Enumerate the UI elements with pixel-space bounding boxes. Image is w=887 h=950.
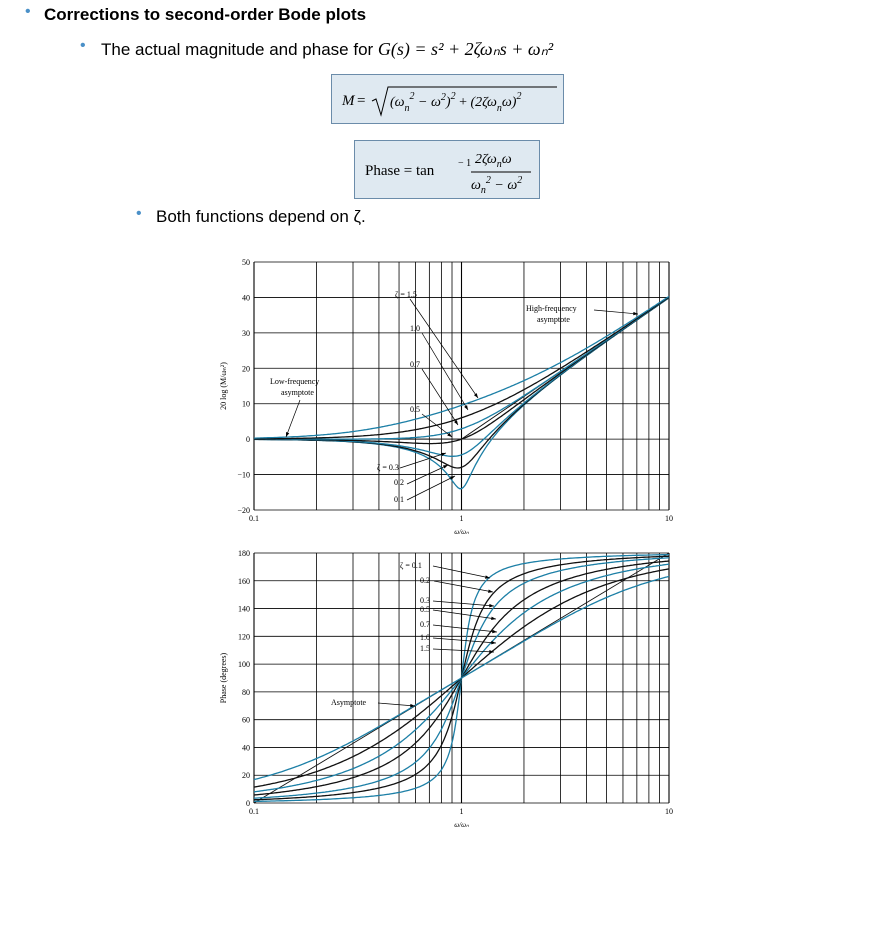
y-tick-label: 20 [242, 364, 250, 374]
y-tick-label: 80 [242, 687, 250, 697]
annotation-arrow [433, 625, 497, 632]
y-axis-label: 20 log (M/ωₙ²) [219, 362, 228, 410]
x-axis-label: ω/ωₙ [454, 821, 469, 829]
annotation-zeta-0-2: 0.2 [420, 576, 430, 585]
annotation-zeta-1-5: ζ = 1.5 [395, 290, 417, 299]
x-tick-label: 0.1 [249, 807, 259, 816]
annotation-arrowhead [464, 405, 468, 410]
y-tick-label: 50 [242, 258, 250, 267]
bullet-zeta: Both functions depend on ζ. [156, 207, 366, 226]
x-tick-label: 10 [665, 514, 673, 523]
svg-text:=: = [357, 93, 366, 109]
svg-text:2ζωnω: $2\zeta\omega_n\omega$ [475, 152, 512, 170]
y-tick-label: 0 [246, 435, 250, 445]
annotation-high-freq-2: asymptote [537, 315, 570, 324]
annotation-arrowhead [286, 432, 289, 437]
y-tick-label: 100 [238, 660, 250, 670]
y-tick-label: 30 [242, 328, 250, 338]
y-tick-label: 140 [238, 604, 250, 614]
transfer-function: G(s) = s² + 2ζωₙs + ωₙ² [377, 39, 554, 59]
x-tick-label: 1 [459, 807, 464, 816]
y-tick-label: −20 [237, 506, 250, 515]
bullet-dot: • [25, 3, 31, 20]
y-tick-label: 10 [242, 399, 250, 409]
annotation-arrowhead [633, 312, 638, 315]
svg-text:(ωn2 − ω2)2 + (2ζωnω)2: $(\omega_n^2 - \omega^2)^2 + (2\zeta\omega_n\omega)^2$ [390, 91, 522, 114]
y-tick-label: 160 [238, 576, 250, 586]
annotation-arrow [433, 601, 494, 606]
x-tick-label: 10 [665, 807, 673, 816]
annotation-zeta-1-0: 1.0 [410, 324, 420, 333]
annotation-arrow [410, 299, 478, 398]
annotation-low-freq-2: asymptote [281, 388, 314, 397]
bullet-text: The actual magnitude and phase for [101, 40, 374, 59]
annotation-arrowhead [491, 617, 496, 620]
slide-heading: Corrections to second-order Bode plots [44, 5, 367, 24]
annotation-low-freq: Low-frequency [270, 377, 320, 386]
annotation-arrow [286, 400, 300, 437]
y-tick-label: 40 [242, 293, 250, 303]
annotation-arrowhead [474, 393, 478, 398]
svg-text:Phase = tan: Phase = tan [365, 163, 435, 179]
y-tick-label: 0 [246, 799, 250, 808]
x-axis-label: ω/ωₙ [454, 528, 469, 536]
svg-text:− 1: − 1 [458, 158, 472, 169]
annotation-asymptote: Asymptote [331, 698, 367, 707]
annotation-zeta-0-5: 0.5 [420, 605, 430, 614]
bullet-dot: • [80, 37, 86, 54]
annotation-zeta-0-7: 0.7 [410, 360, 420, 369]
annotation-zeta-0-7: 0.7 [420, 620, 430, 629]
annotation-arrowhead [492, 630, 497, 633]
annotation-arrowhead [443, 465, 448, 469]
annotation-zeta-0-3: 0.3 [420, 596, 430, 605]
annotation-arrow [433, 638, 496, 643]
svg-text:ωn2 − ω2: $\omega_n^2 - \omega^2$ [471, 175, 523, 196]
annotation-arrow [433, 610, 496, 619]
annotation-arrowhead [488, 589, 493, 592]
annotation-zeta-0-5: 0.5 [410, 405, 420, 414]
magnitude-chart [219, 258, 673, 536]
annotation-zeta-1-5: 1.5 [420, 644, 430, 653]
annotation-arrow [378, 703, 415, 706]
y-tick-label: 40 [242, 743, 250, 753]
y-tick-label: 120 [238, 632, 250, 642]
annotation-arrowhead [454, 420, 458, 425]
annotation-arrowhead [447, 433, 452, 437]
annotation-high-freq: High-frequency [526, 304, 577, 313]
y-tick-label: 20 [242, 771, 250, 781]
annotation-zeta-0-2: 0.2 [394, 478, 404, 487]
x-tick-label: 1 [459, 514, 464, 523]
svg-text:M: M [342, 93, 355, 109]
phase-chart [219, 549, 673, 829]
annotation-zeta-0-1: ζ = 0.1 [400, 561, 422, 570]
y-axis-label: Phase (degrees) [219, 652, 228, 704]
y-tick-label: −10 [237, 470, 250, 480]
annotation-arrow [422, 414, 452, 437]
annotation-zeta-1-0: 1.0 [420, 633, 430, 642]
annotation-arrow [407, 476, 455, 500]
bullet-dot: • [136, 205, 142, 222]
annotation-zeta-0-1: 0.1 [394, 495, 404, 504]
annotation-zeta-0-3: ζ = 0.3 [377, 463, 399, 472]
annotation-arrow [594, 310, 638, 314]
y-tick-label: 180 [238, 549, 250, 558]
x-tick-label: 0.1 [249, 514, 259, 523]
y-tick-label: 60 [242, 715, 250, 725]
